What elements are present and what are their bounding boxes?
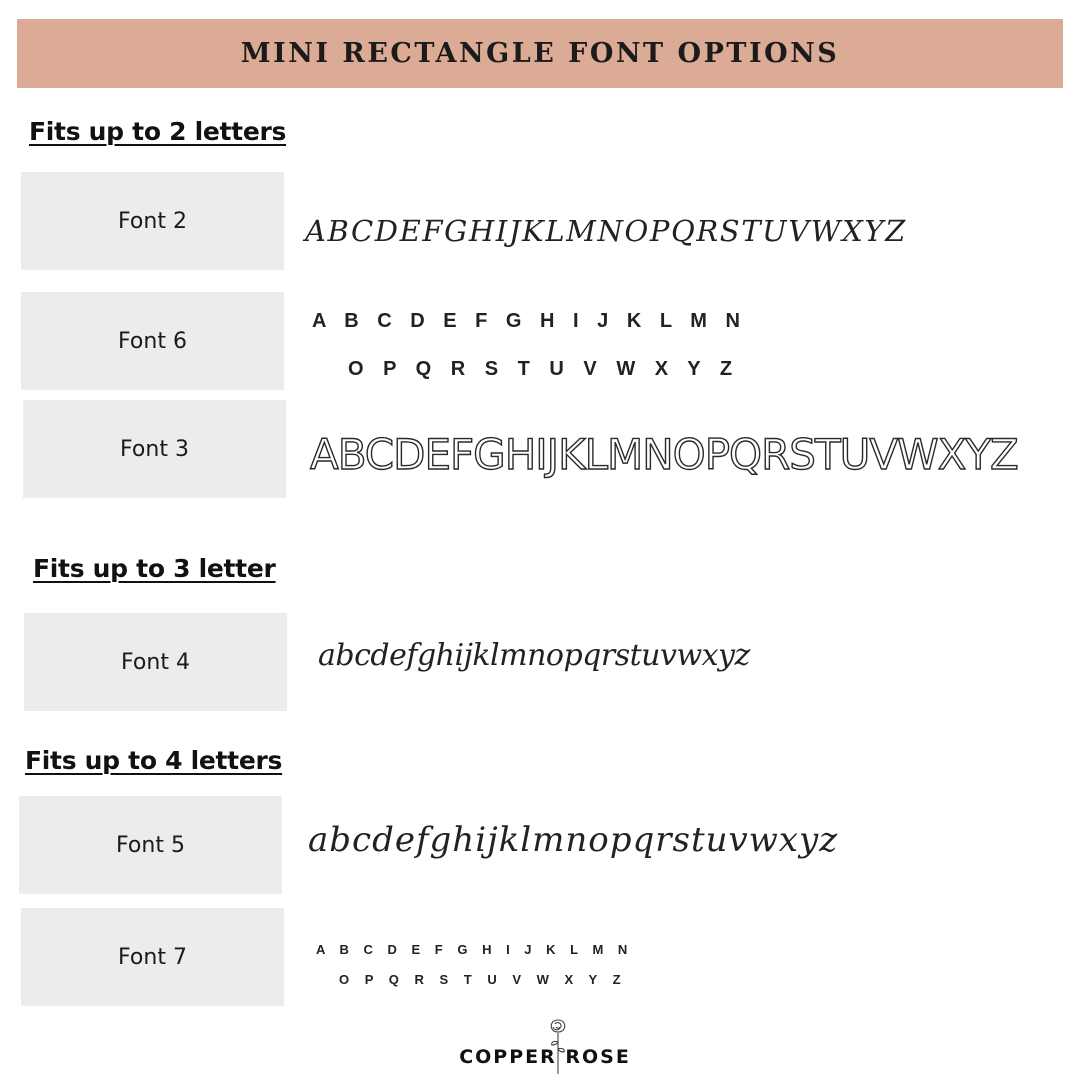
header-banner [17, 19, 1063, 88]
section-heading-4-letters: Fits up to 4 letters [25, 746, 283, 775]
font-4-sample: abcdefghijklmnopqrstuvwxyz [318, 638, 750, 673]
font-option-4-label[interactable]: Font 4 [24, 613, 287, 711]
font-option-7-label[interactable]: Font 7 [21, 908, 284, 1006]
section-heading-2-letters: Fits up to 2 letters [29, 117, 287, 146]
font-5-sample: abcdefghijklmnopqrstuvwxyz [308, 820, 839, 860]
page-title: MINI RECTANGLE FONT OPTIONS [240, 38, 840, 69]
font-6-sample-line1: A B C D E F G H I J K L M N [312, 310, 740, 332]
font-2-sample: ABCDEFGHIJKLMNOPQRSTUVWXYZ [305, 214, 907, 248]
copper-rose-logo [440, 1016, 650, 1076]
font-option-2-label[interactable]: Font 2 [21, 172, 284, 270]
font-option-5-label[interactable]: Font 5 [19, 796, 282, 894]
brand-name: COPPER ROSE [459, 1046, 631, 1068]
font-3-sample: ABCDEFGHIJKLMNOPQRSTUVWXYZ [310, 430, 1018, 479]
font-option-6-label[interactable]: Font 6 [21, 292, 284, 390]
font-7-sample-line1: A B C D E F G H I J K L M N [316, 942, 628, 957]
font-6-sample-line2: O P Q R S T U V W X Y Z [348, 358, 733, 380]
section-heading-3-letters: Fits up to 3 letter [33, 554, 276, 583]
font-option-3-label[interactable]: Font 3 [23, 400, 286, 498]
font-7-sample-line2: O P Q R S T U V W X Y Z [339, 972, 621, 987]
